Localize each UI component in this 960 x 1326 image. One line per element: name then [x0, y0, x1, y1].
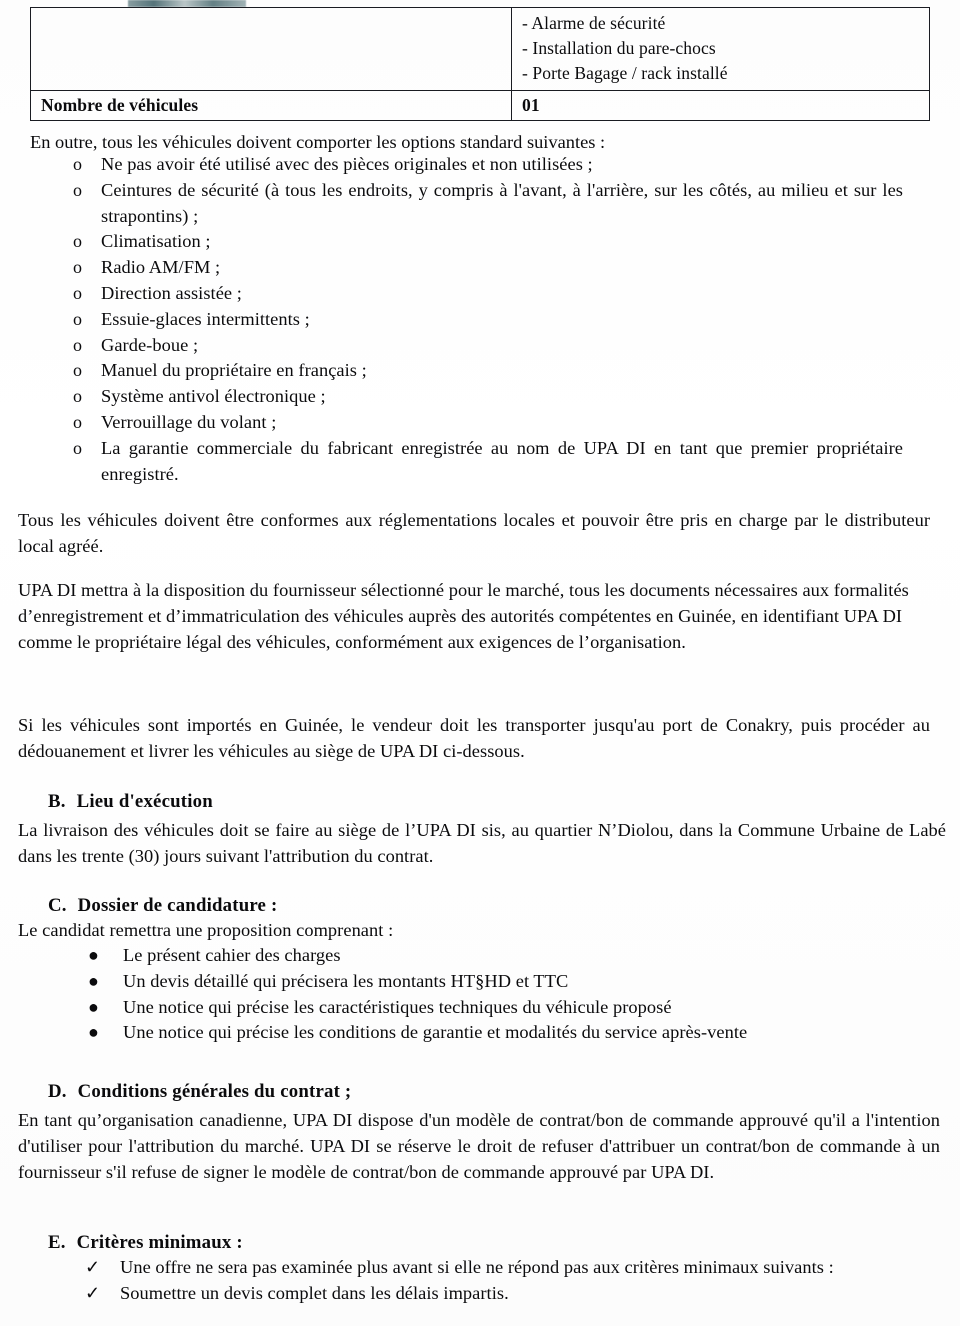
option-item-text: Système antivol électronique ;: [101, 386, 326, 407]
options-value-cell: [512, 8, 930, 91]
circle-bullet-icon: o: [73, 411, 83, 432]
circle-bullet-icon: o: [73, 154, 83, 174]
list-item: [85, 1255, 945, 1281]
list-item: [88, 995, 903, 1021]
disc-bullet-icon: ●: [88, 1022, 99, 1043]
list-item: [73, 333, 903, 359]
section-letter-c: C.: [48, 895, 67, 916]
dossier-item-text: Le présent cahier des charges: [123, 945, 341, 965]
list-item: [73, 255, 903, 281]
list-item: [73, 281, 903, 307]
circle-bullet-icon: o: [73, 437, 83, 458]
dossier-item-text: Une notice qui précise les caractéristiques techniques du véhicule proposé: [123, 996, 672, 1017]
section-title-d: Conditions générales du contrat ;: [77, 1081, 352, 1102]
circle-bullet-icon: o: [73, 360, 83, 381]
section-title-e: Critères minimaux :: [76, 1232, 243, 1253]
section-heading-e: [48, 1232, 243, 1254]
option-item-text: Radio AM/FM ;: [101, 257, 221, 278]
paragraph-conformite: Tous les véhicules doivent être conformes aux réglementations locales et pouvoir être pris en charge par le distributeur local agréé.: [18, 510, 930, 556]
circle-bullet-icon: o: [73, 231, 83, 252]
circle-bullet-icon: o: [73, 257, 83, 278]
checkmark-icon: ✓: [85, 1282, 101, 1303]
standard-options-list: [73, 152, 903, 487]
dossier-candidature-list: [88, 943, 903, 1046]
dossier-item-text: Une notice qui précise les conditions de garantie et modalités du service après-vente: [123, 1022, 748, 1043]
critere-item-text: Soumettre un devis complet dans les délais impartis.: [120, 1282, 509, 1303]
table-row-vehicle-count: [31, 90, 930, 121]
option-line-pare-chocs: - Installation du pare-chocs: [522, 37, 716, 58]
section-heading-d: [48, 1081, 351, 1103]
circle-bullet-icon: o: [73, 334, 83, 355]
circle-bullet-icon: o: [73, 179, 83, 200]
checkmark-icon: ✓: [85, 1257, 101, 1277]
circle-bullet-icon: o: [73, 282, 83, 303]
dossier-item-text: Un devis détaillé qui précisera les montants HT§HD et TTC: [123, 970, 569, 991]
section-title-c: Dossier de candidature :: [77, 895, 278, 916]
critere-item-text: Une offre ne sera pas examinée plus avant si elle ne répond pas aux critères minimaux suivants :: [120, 1257, 834, 1277]
section-letter-d: D.: [48, 1081, 67, 1102]
table-row-options: [31, 8, 930, 91]
paragraph-documents-immatriculation: UPA DI mettra à la disposition du fournisseur sélectionné pour le marché, tous les documents nécessaires aux formalités d’enregistrement et d’immatriculation des véhicules auprès des autorités compétentes en Guinée, en identifiant UPA DI comme le propriétaire légal des véhicules, conformément aux exigences de l’organisation.: [18, 580, 909, 652]
paragraph-conditions-generales: En tant qu’organisation canadienne, UPA DI dispose d'un modèle de contrat/bon de commande approuvé qu'il a l'intention d'utiliser pour l'attribution du marché. UPA DI se réserve le droit de refuser d'attribuer un contrat/bon de commande à un fournisseur s'il refuse de signer le modèle de contrat/bon de commande approuvé par UPA DI.: [18, 1110, 940, 1182]
option-item-text: Climatisation ;: [101, 231, 211, 252]
section-letter-e: E.: [48, 1232, 66, 1253]
section-heading-c: [48, 895, 277, 917]
option-item-text: Verrouillage du volant ;: [101, 411, 277, 432]
paragraph-lieu-livraison: La livraison des véhicules doit se faire au siège de l’UPA DI sis, au quartier N’Diolou, dans la Commune Urbaine de Labé dans les trente (30) jours suivant l'attribution du contrat.: [18, 820, 946, 866]
list-item: [88, 943, 903, 969]
disc-bullet-icon: ●: [88, 970, 99, 991]
list-item: [73, 410, 903, 436]
option-item-text: Direction assistée ;: [101, 282, 242, 303]
option-item-text: Manuel du propriétaire en français ;: [101, 360, 367, 381]
list-item: [73, 307, 903, 333]
option-item-text: Ceintures de sécurité (à tous les endroits, y compris à l'avant, à l'arrière, sur les côtés, au milieu et sur les strapontins) ;: [101, 179, 903, 226]
scan-artifact: [128, 0, 246, 7]
criteres-minimaux-list: [85, 1255, 945, 1307]
list-item: [73, 384, 903, 410]
list-item: [73, 178, 903, 230]
paragraph-proposition-candidat: Le candidat remettra une proposition comprenant :: [18, 920, 394, 940]
paragraph-importation: Si les véhicules sont importés en Guinée, le vendeur doit les transporter jusqu'au port de Conakry, puis procéder au dédouanement et livrer les véhicules au siège de UPA DI ci-dessous.: [18, 715, 930, 761]
vehicle-spec-table: [30, 7, 930, 121]
list-item: [73, 229, 903, 255]
disc-bullet-icon: ●: [88, 996, 99, 1017]
standard-options-intro: En outre, tous les véhicules doivent comporter les options standard suivantes :: [30, 132, 606, 152]
option-line-porte-bagage: - Porte Bagage / rack installé: [522, 62, 728, 83]
list-item: [73, 436, 903, 488]
disc-bullet-icon: ●: [88, 945, 99, 965]
circle-bullet-icon: o: [73, 308, 83, 329]
vehicle-count-value: 01: [512, 90, 930, 121]
options-empty-label-cell: [31, 8, 512, 91]
option-item-text: Ne pas avoir été utilisé avec des pièces originales et non utilisées ;: [101, 154, 593, 174]
list-item: [73, 152, 903, 178]
circle-bullet-icon: o: [73, 386, 83, 407]
option-item-text: Essuie-glaces intermittents ;: [101, 308, 310, 329]
section-title-b: Lieu d'exécution: [76, 791, 213, 812]
option-item-text: La garantie commerciale du fabricant enregistrée au nom de UPA DI en tant que premier propriétaire enregistré.: [101, 437, 903, 484]
option-item-text: Garde-boue ;: [101, 334, 199, 355]
list-item: [88, 1020, 903, 1046]
list-item: [88, 969, 903, 995]
list-item: [73, 358, 903, 384]
vehicle-count-label: Nombre de véhicules: [31, 90, 512, 121]
section-heading-b: [48, 791, 213, 813]
list-item: [85, 1281, 945, 1307]
option-line-alarme: - Alarme de sécurité: [522, 13, 666, 33]
section-letter-b: B.: [48, 791, 66, 812]
